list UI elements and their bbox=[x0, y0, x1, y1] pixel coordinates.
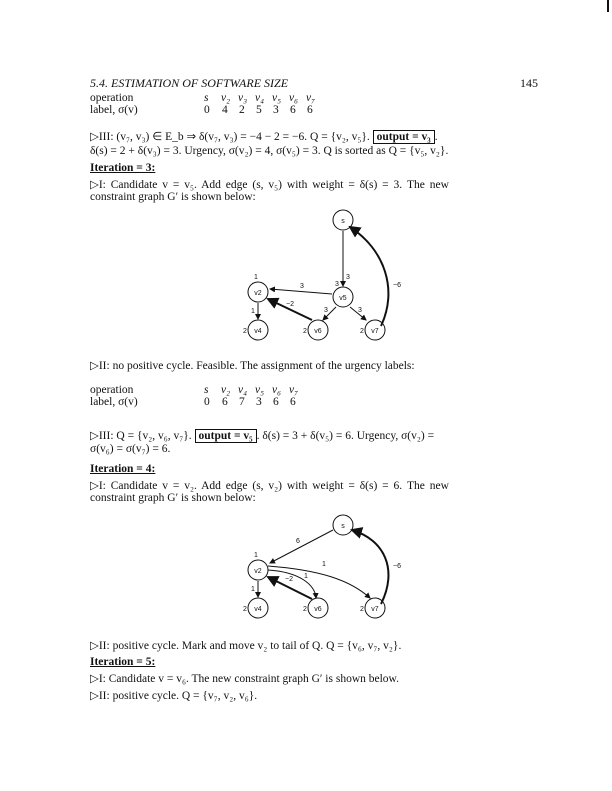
table-col: v₂ bbox=[221, 92, 231, 104]
table-col: v₄ bbox=[255, 92, 265, 104]
iteration-5-heading: Iteration = 5: bbox=[90, 656, 156, 668]
table-cell: 2 bbox=[239, 104, 245, 116]
table-cell: 4 bbox=[222, 104, 228, 116]
urgency-label: 2 bbox=[303, 328, 307, 335]
text: . bbox=[434, 131, 438, 143]
step-i-line-2: constraint graph G′ is shown below: bbox=[90, 492, 256, 504]
constraint-graph-2 bbox=[248, 515, 388, 618]
edge-weight: 3 bbox=[358, 307, 362, 314]
edge-weight: −2 bbox=[286, 301, 294, 308]
table-cell: 6 bbox=[290, 104, 296, 116]
node-label: v5 bbox=[339, 295, 347, 302]
node-label: v4 bbox=[254, 328, 262, 335]
table-cell: 6 bbox=[222, 396, 228, 408]
edge-weight: 3 bbox=[324, 307, 328, 314]
node-label: v2 bbox=[254, 568, 262, 575]
edge bbox=[352, 530, 388, 604]
edge-weight: −2 bbox=[285, 576, 293, 583]
step-i-line: ▷I: Candidate v = v₂. Add edge (s, v₂) with weight = δ(s) = 6. The new bbox=[90, 480, 449, 492]
table-col: v₇ bbox=[289, 384, 299, 396]
table-col: v₆ bbox=[272, 384, 282, 396]
table-col: v₇ bbox=[306, 92, 316, 104]
iteration-3-heading: Iteration = 3: bbox=[90, 162, 156, 174]
node-label: v6 bbox=[314, 606, 322, 613]
step-i-line: ▷I: Candidate v = v₅. Add edge (s, v₅) with weight = δ(s) = 3. The new bbox=[90, 179, 449, 191]
table-col: s bbox=[204, 92, 209, 104]
table-cell: 3 bbox=[256, 396, 262, 408]
text: . δ(s) = 3 + δ(v₅) = 6. Urgency, σ(v₂) = bbox=[256, 430, 435, 442]
text: ▷III: Q = {v₂, v₆, v₇}. bbox=[90, 430, 192, 442]
step-iii-line bbox=[90, 428, 434, 442]
edge-weight: 1 bbox=[322, 561, 326, 568]
table-row-label: operation bbox=[90, 92, 134, 104]
node-label: s bbox=[341, 218, 345, 225]
table-cell: 7 bbox=[239, 396, 245, 408]
table-cell: 6 bbox=[273, 396, 279, 408]
step-ii-line: ▷II: positive cycle. Mark and move v₂ to tail of Q. Q = {v₆, v₇, v₂}. bbox=[90, 640, 402, 652]
urgency-label: 1 bbox=[254, 552, 258, 559]
urgency-label: 3 bbox=[335, 281, 339, 288]
edge bbox=[268, 570, 316, 598]
output-box: output = v₃ bbox=[373, 130, 435, 144]
table-col: v₆ bbox=[289, 92, 299, 104]
node-label: v4 bbox=[254, 606, 262, 613]
edge-weight: 1 bbox=[251, 308, 255, 315]
table-row-label: label, σ(v) bbox=[90, 396, 138, 408]
urgency-label: 2 bbox=[360, 606, 364, 613]
edge-weight: 3 bbox=[346, 274, 350, 281]
node-label: v2 bbox=[254, 290, 262, 297]
table-row-label: operation bbox=[90, 384, 134, 396]
edge bbox=[268, 566, 370, 598]
table-cell: 0 bbox=[204, 104, 210, 116]
running-header: 5.4. ESTIMATION OF SOFTWARE SIZE bbox=[90, 76, 289, 90]
table-cell: 3 bbox=[273, 104, 279, 116]
table-col: s bbox=[204, 384, 209, 396]
edge-weight: 1 bbox=[251, 586, 255, 593]
step-iii-line-2: δ(s) = 2 + δ(v₃) = 3. Urgency, σ(v₂) = 4, σ(v₅) = 3. Q is sorted as Q = {v₅, v₂}. bbox=[90, 145, 449, 157]
table-cell: 0 bbox=[204, 396, 210, 408]
edge-weight: −6 bbox=[393, 282, 401, 289]
table-cell: 6 bbox=[307, 104, 313, 116]
table-col: v₂ bbox=[221, 384, 231, 396]
node-label: v7 bbox=[371, 328, 379, 335]
edge-weight: −6 bbox=[393, 563, 401, 570]
table-col: v₃ bbox=[238, 92, 248, 104]
step-ii-line: ▷II: positive cycle. Q = {v₇, v₂, v₆}. bbox=[90, 690, 258, 702]
page-number: 145 bbox=[520, 76, 538, 90]
table-cell: 6 bbox=[290, 396, 296, 408]
table-col: v₄ bbox=[238, 384, 248, 396]
text: ▷III: (v₇, v₃) ∈ E_b ⇒ δ(v₇, v₃) = −4 − 2 = −6. Q = {v₂, v₅}. bbox=[90, 131, 370, 143]
step-i-line-2: constraint graph G′ is shown below: bbox=[90, 191, 256, 203]
urgency-label: 1 bbox=[254, 274, 258, 281]
edge-weight: 3 bbox=[300, 283, 304, 290]
table-row-label: label, σ(v) bbox=[90, 104, 138, 116]
iteration-4-heading: Iteration = 4: bbox=[90, 463, 156, 475]
output-box: output = v₅ bbox=[195, 429, 257, 443]
table-col: v₅ bbox=[272, 92, 282, 104]
node-label: s bbox=[341, 523, 345, 530]
node-label: v7 bbox=[371, 606, 379, 613]
edge bbox=[270, 530, 333, 563]
constraint-graph-1 bbox=[248, 210, 388, 340]
urgency-label: 2 bbox=[243, 328, 247, 335]
step-i-line: ▷I: Candidate v = v₆. The new constraint graph G′ is shown below. bbox=[90, 673, 399, 685]
table-cell: 5 bbox=[256, 104, 262, 116]
step-ii-line: ▷II: no positive cycle. Feasible. The assignment of the urgency labels: bbox=[90, 360, 415, 372]
urgency-label: 2 bbox=[243, 606, 247, 613]
edge-weight: 6 bbox=[296, 538, 300, 545]
step-iii-line-2: σ(v₆) = σ(v₇) = 6. bbox=[90, 443, 171, 455]
urgency-label: 2 bbox=[303, 606, 307, 613]
node-label: v6 bbox=[314, 328, 322, 335]
table-col: v₅ bbox=[255, 384, 265, 396]
edge-weight: 1 bbox=[304, 573, 308, 580]
urgency-label: 2 bbox=[360, 328, 364, 335]
